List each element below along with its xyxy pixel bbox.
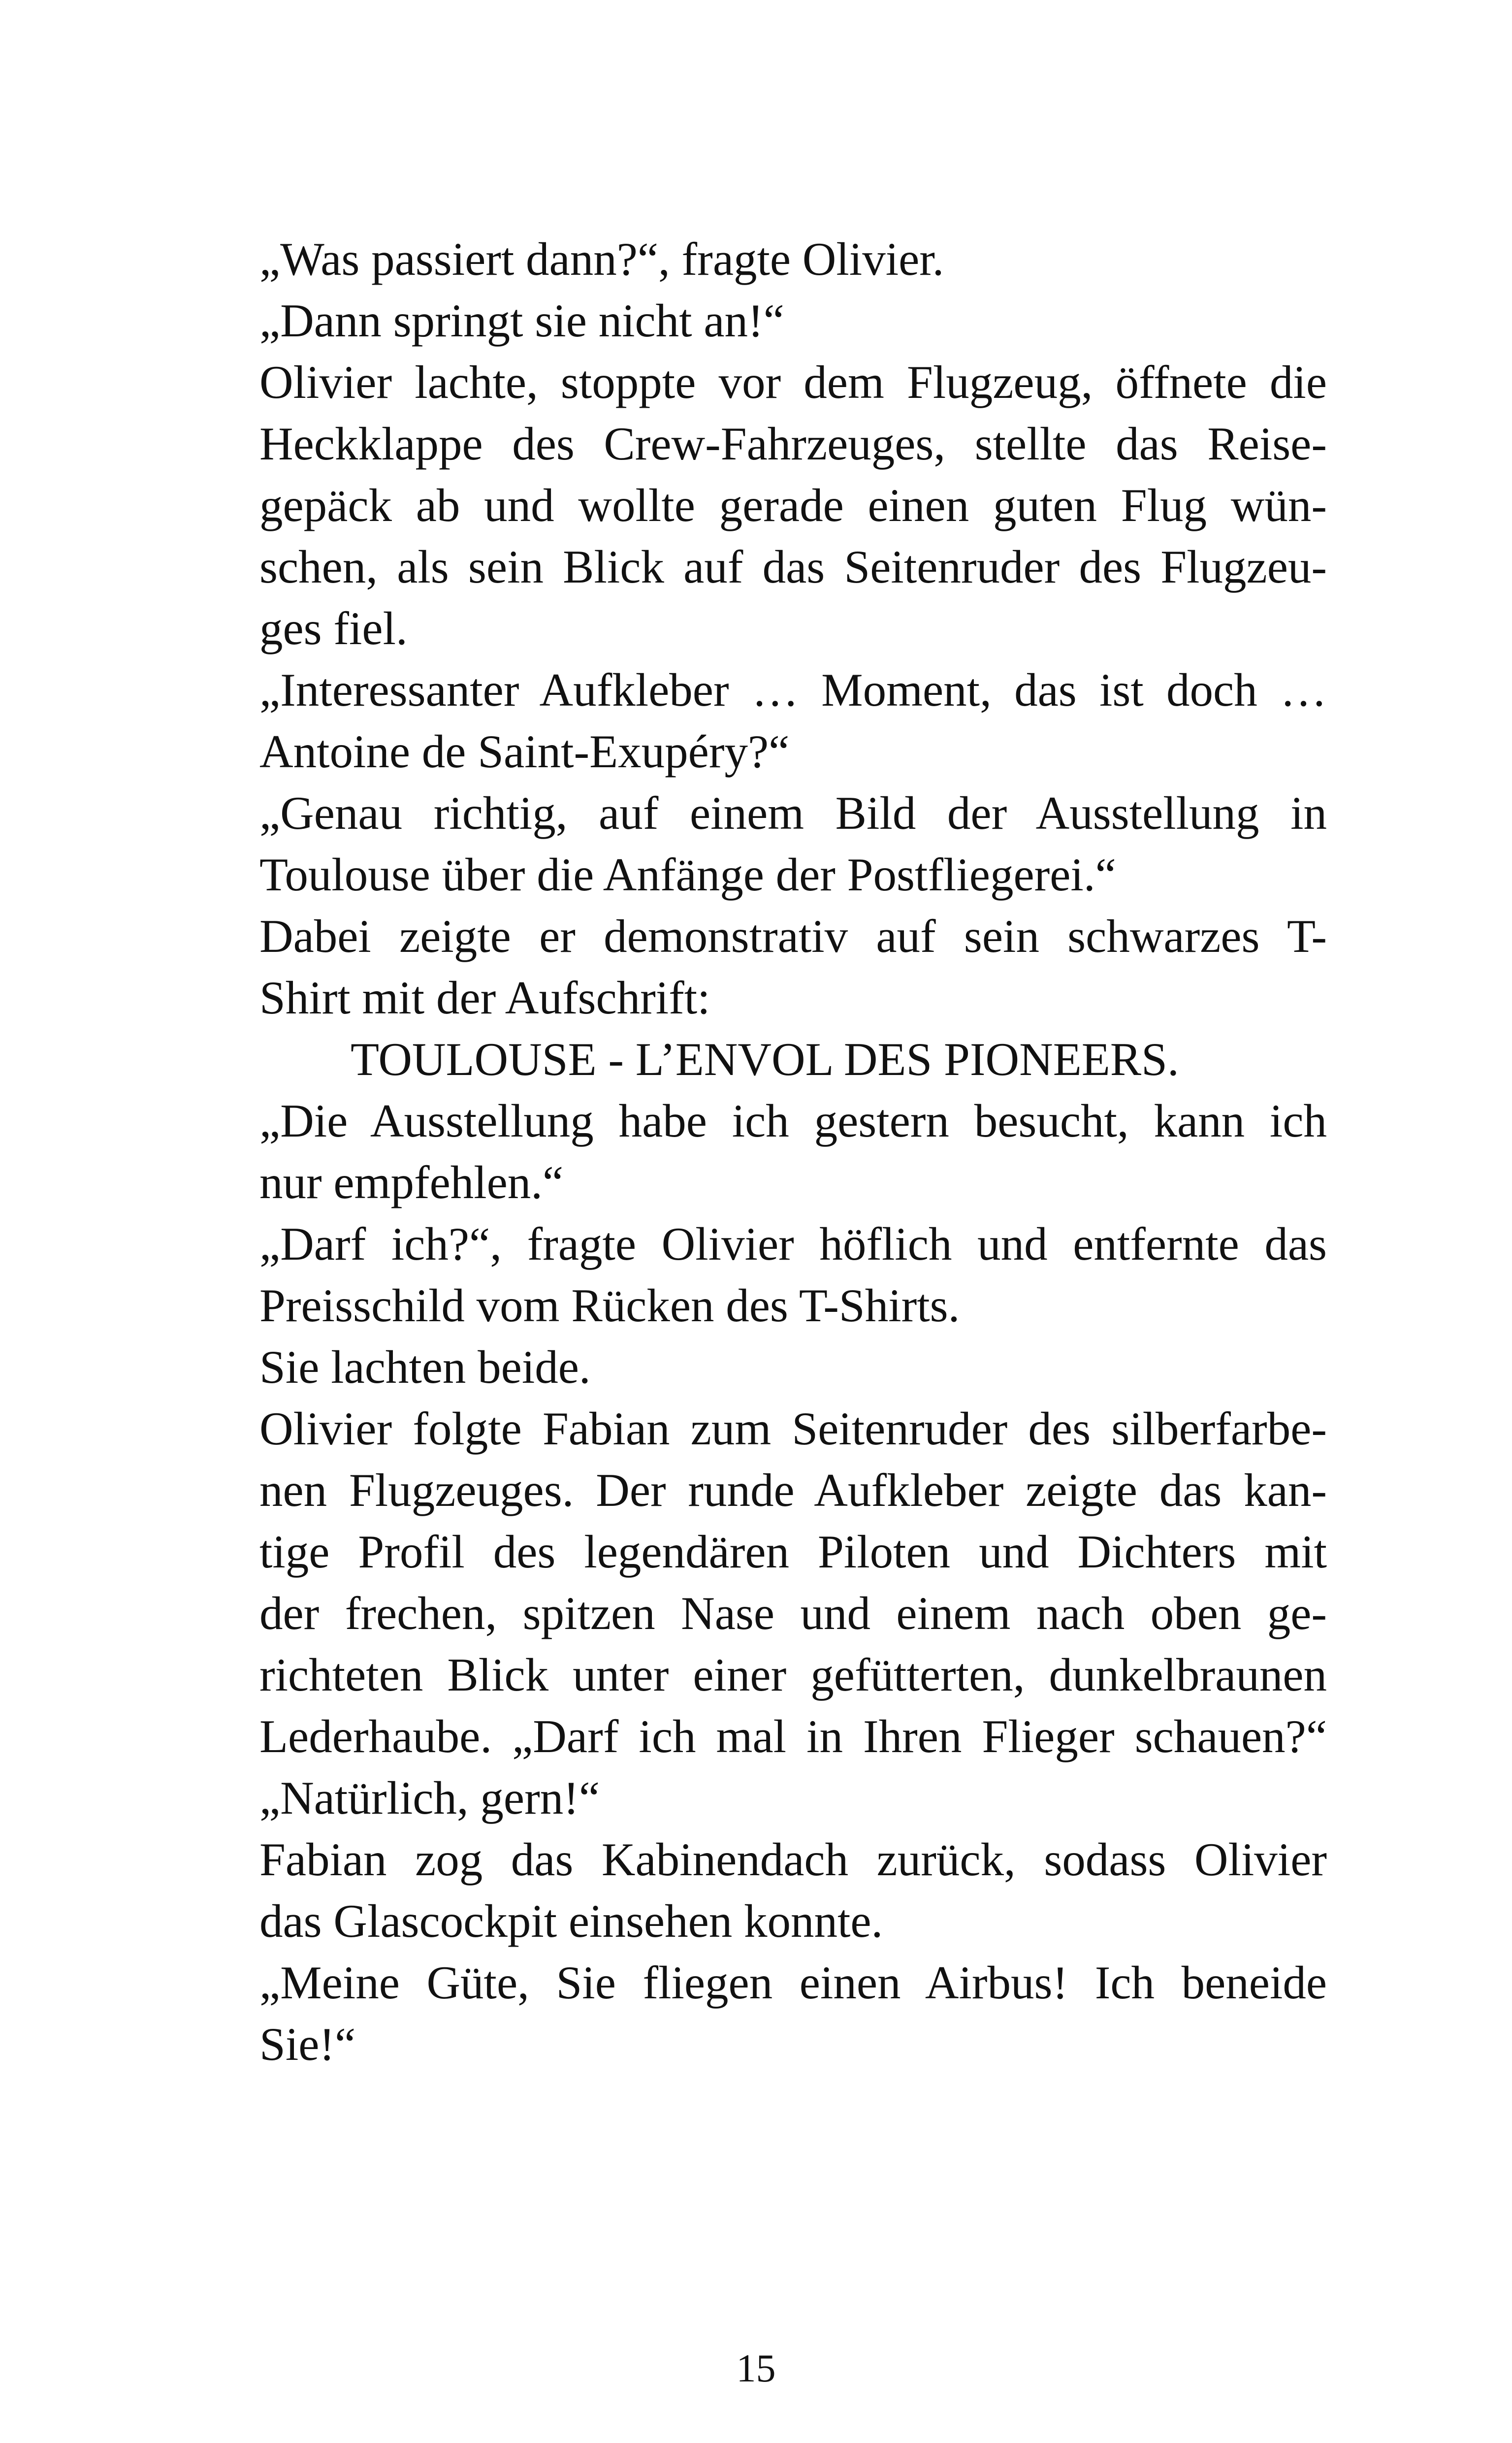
text-line: tige Profil des legendären Piloten und Dichters mit bbox=[259, 1526, 1327, 1578]
text-line: Toulouse über die Anfänge der Postfliegerei.“ bbox=[259, 848, 1116, 901]
text-line: schen, als sein Blick auf das Seitenruder des Flugzeu- bbox=[259, 541, 1327, 593]
text-line: „Dann springt sie nicht an!“ bbox=[259, 294, 784, 347]
page-number: 15 bbox=[736, 2347, 776, 2390]
text-line: Olivier lachte, stoppte vor dem Flugzeug, öffnete die bbox=[259, 356, 1327, 408]
text-line: das Glascockpit einsehen konnte. bbox=[259, 1895, 883, 1947]
text-line: Preisschild vom Rücken des T-Shirts. bbox=[259, 1279, 960, 1332]
text-line: „Darf ich?“, fragte Olivier höflich und entfernte das bbox=[259, 1218, 1327, 1270]
text-line: nur empfehlen.“ bbox=[259, 1156, 564, 1208]
text-line: Heckklappe des Crew-Fahrzeuges, stellte das Reise- bbox=[259, 418, 1327, 470]
text-line: „Interessanter Aufkleber … Moment, das ist doch … bbox=[259, 664, 1327, 716]
text-line: Dabei zeigte er demonstrativ auf sein schwarzes T- bbox=[259, 910, 1327, 962]
shirt-inscription: TOULOUSE - L’ENVOL DES PIONEERS. bbox=[351, 1033, 1179, 1085]
text-line: richteten Blick unter einer gefütterten, dunkelbraunen bbox=[259, 1649, 1327, 1701]
text-line: „Die Ausstellung habe ich gestern besucht, kann ich bbox=[259, 1095, 1327, 1147]
text-line: „Was passiert dann?“, fragte Olivier. bbox=[259, 233, 944, 285]
text-line: Antoine de Saint-Exupéry?“ bbox=[259, 725, 790, 778]
text-line: der frechen, spitzen Nase und einem nach oben ge- bbox=[259, 1587, 1327, 1639]
text-line: Shirt mit der Aufschrift: bbox=[259, 972, 710, 1024]
text-line: Olivier folgte Fabian zum Seitenruder des silberfarbe- bbox=[259, 1402, 1327, 1455]
text-line: Sie!“ bbox=[259, 2018, 356, 2070]
text-line: nen Flugzeuges. Der runde Aufkleber zeigte das kan- bbox=[259, 1464, 1327, 1516]
text-line: Sie lachten beide. bbox=[259, 1341, 591, 1393]
text-line: ges fiel. bbox=[259, 602, 408, 654]
text-line: gepäck ab und wollte gerade einen guten Flug wün- bbox=[259, 479, 1327, 531]
text-line: Fabian zog das Kabinendach zurück, sodass Olivier bbox=[259, 1833, 1327, 1886]
text-line: „Natürlich, gern!“ bbox=[259, 1772, 600, 1824]
body-text bbox=[259, 228, 1327, 2075]
text-line: „Meine Güte, Sie fliegen einen Airbus! Ich beneide bbox=[259, 1956, 1327, 2009]
text-line: Lederhaube. „Darf ich mal in Ihren Flieger schauen?“ bbox=[259, 1710, 1327, 1762]
text-line: „Genau richtig, auf einem Bild der Ausstellung in bbox=[259, 787, 1327, 839]
